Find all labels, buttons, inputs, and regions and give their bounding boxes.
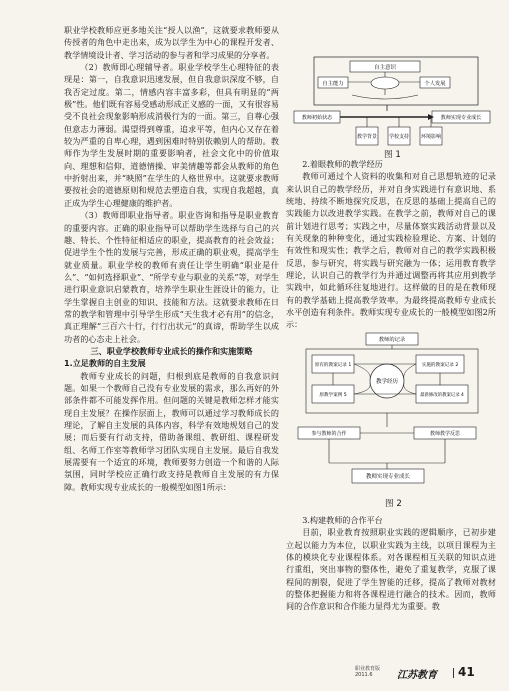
subsection-heading: 1.立足教师的自主发展 [64, 358, 146, 369]
magazine-edition-label: 职业教育版 [355, 666, 381, 672]
left-column [64, 24, 279, 493]
page-footer [345, 666, 495, 680]
figure-2-diagram [292, 331, 492, 489]
fig1-node-a: 自主意识 [373, 65, 397, 71]
fig1-node-d: 教师初始状态 [301, 115, 333, 121]
figure-1-caption: 图 1 [384, 150, 401, 160]
fig2-node-bl: 参与教师的合作 [311, 431, 347, 437]
fig2-node-4: 最新修改的教案记录 4 [420, 393, 464, 398]
figure-1-diagram [292, 55, 494, 147]
fig1-node-c: 个人发展 [424, 81, 446, 87]
right-column-lower [286, 514, 496, 613]
fig1-node-f: 教学背景 [356, 134, 378, 140]
paragraph: 教师专业成长的问题，归根到底是教师的自我意识问题。如果一个教师自己没有专业发展的需求，那么再好的外部条件都不可能发挥作用。但问题的关键是教师怎样才能实现自主发展？在操作层面上，教师可以通过学习教师成长的理论，了解自主发展的具体内容，科学有效地规划自己的发展；而后要有行动支持，借助备课组、教研组、课程研发组、名师工作室等教师学习团队实现自主发展。最后自我发展需要有一个适宜的环境，教师要努力创造一个和谐的人际氛围，同时学校应正确行政支持是教师自主发展的有力保障。教师实现专业成长的一般模型如图1所示： [64, 370, 279, 492]
fig2-node-center: 教学经历 [375, 379, 399, 385]
fig1-node-g: 学校支持 [388, 134, 410, 140]
figure-2-caption: 图 2 [385, 499, 402, 509]
fig2-node-1: 原有的教案记录 1 [314, 363, 352, 368]
magazine-issue: 2011.6 [355, 671, 373, 678]
paragraph: 教师可通过个人资料的收集和对自己思想轨迹的记录来认识自己的教学经历，并对自身实践进行有意识地、系统地、持续不断地探究反思，在反思的基础上提高自己的实践能力以改进教学实践。在教学之前，教师对自己的课前计划进行思考；实践之中，尽量体察实践活动背景以及有关现象的种种变化，通过实践检验理论、方案、计划的有效性和现实性；教学之后，教师对自己的教学实践积极反思，参与研究，将实践与研究融为一体；运用教育教学理论，认识自己的教学行为并通过调整再将其应用到教学实践中，如此循环往复地进行。这样做的目的是在教师现有的教学基础上提高教学效率。为最终提高教师专业成长水平创造有利条件。教师实现专业成长的一般模型如图2所示： [286, 171, 496, 330]
subsection-heading: 2.着眼教师的教学经历 [302, 159, 383, 169]
fig1-node-e: 教师实现专业成长 [440, 115, 482, 121]
magazine-logo: 江苏教育 [397, 670, 437, 681]
fig1-node-b: 自主能力 [322, 81, 344, 87]
divider [453, 668, 454, 678]
fig2-node-top: 教师的记录 [378, 337, 406, 343]
page-number: 41 [458, 665, 475, 679]
fig2-node-2: 实施的教案记录 2 [421, 363, 459, 368]
fig1-node-h: 环境影响 [420, 134, 442, 140]
paragraph: 目前，职业教育按照职业实践的逻辑顺序，已初步建立起以能力为本位，以职业实践为主线，以项目课程为主体的模块化专业课程体系。对各课程相互关联的知识点进行重组，突出事物的整体性，避免了重复教学，克服了课程间的割裂，促进了学生智能的迁移，提高了教师对教材的整体把握能力和将各课程进行融合的技术。因而，教师间的合作意识和合作能力显得尤为重要。教 [286, 527, 496, 612]
fig2-node-3: 原教学案例 5 [319, 393, 347, 398]
fig2-node-br: 教师教学反思 [429, 431, 461, 437]
magazine-edition [355, 667, 380, 678]
paragraph: （2）教师即心理辅导者。职业学校学生心理特征的表现是：第一，自我意识迅速发展，但自我意识深度不够，自我否定过度。第二，情感内容丰富多彩，但具有明显的“两极”性。他们既有容易受感动形成正义感的一面，又有很容易受不良社会现象影响形成消极行为的一面。第三，自尊心强但意志力薄弱。渴望得到尊重，追求平等，但内心又存在着较为严重的自卑心理，遇到困难时特别依赖别人的帮助。教师作为学生发展时期的重要影响者，社会文化中的价值取向、理想和信仰、道德情操、审美情趣等都会从教师的角色中折射出来，并“映照”在学生的人格世界中。这就要求教师要按社会的道德原则和规范去塑造自我，实现自我超越，真正成为学生心理健康的维护者。 [64, 62, 279, 208]
right-column [286, 158, 496, 331]
fig2-node-bottom: 教师实现专业成长 [365, 474, 411, 480]
paragraph: （3）教师即职业指导者。职业咨询和指导是职业教育的重要内容。正确的职业指导可以帮助学生选择与自己的兴趣、特长、个性特征相适应的职业，提高教育的社会效益；促进学生个性的发展与完善，形成正确的职业观，提高学生就业质量。职业学校的教师有责任让学生明确“职业是什么”、“如何选择职业”、“所学专业与职业的关系”等，对学生进行职业意识启蒙教育，培养学生职业生涯设计的能力，让学生掌握自主创业的知识、技能和方法。这就要求教师在日常的教学和管理中引导学生形成“天生我才必有用”的信念，真正理解“三百六十行，行行出状元”的真谛，帮助学生以成功者的心态走上社会。 [64, 210, 279, 344]
section-heading: 三、职业学校教师专业成长的操作和实施策略 [90, 345, 253, 356]
subsection-heading: 3.构建教师的合作平台 [302, 515, 383, 525]
paragraph: 职业学校教师应更多地关注“授人以渔”，这就要求教师要从传授者的角色中走出来，成为以学生为中心的课程开发者、教学情境设计者、学习活动的参与者和学习成果的分享者。 [64, 25, 279, 60]
